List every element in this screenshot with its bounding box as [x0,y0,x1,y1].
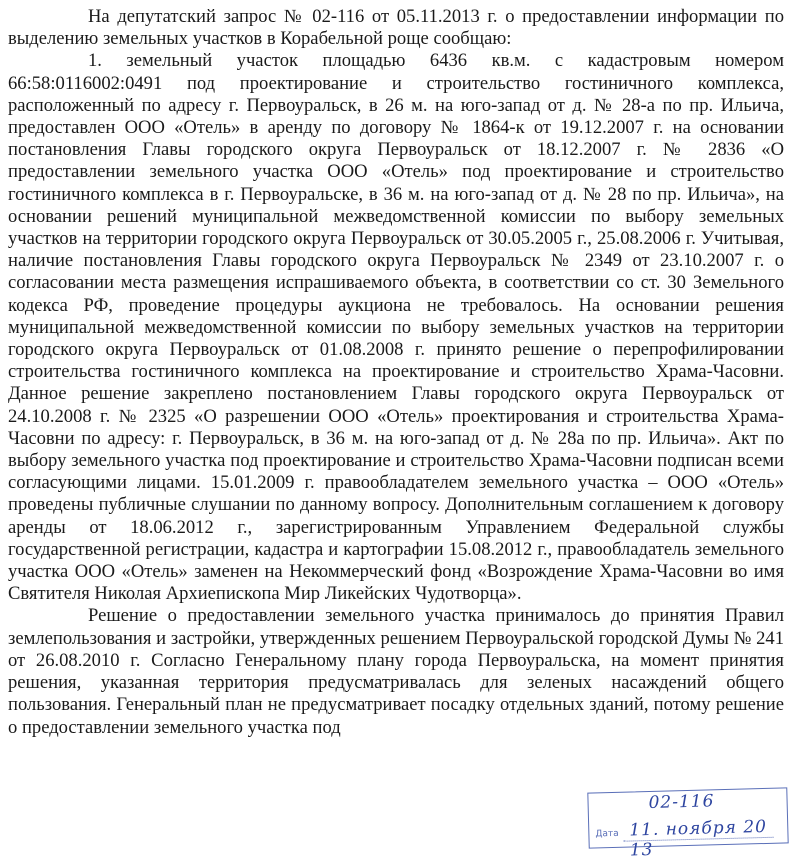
stamp-number: 02-116 [648,791,715,814]
decision-paragraph: Решение о предоставлении земельного участка принималось до принятия Правил землепользования и застройки, утвержденных решением Первоуральской городской Думы № 241 от 26.08.2010 г. Согласно Генеральному плану города Первоуральска, на момент принятия решения, указанная территория предусматривалась для зеленых насаждений общего пользования. Генеральный план не предусматривает посадку отдельных зданий, потому решение о предоставлении земельного участка под [8,605,784,738]
item-1-paragraph: 1. земельный участок площадью 6436 кв.м. с кадастровым номером 66:58:0116002:0491 под проектирование и строительство гостиничного комплекса, расположенный по адресу г. Первоуральск, в 26 м. на юго-запад от д. № 28-а по пр. Ильича, предоставлен ООО «Отель» в аренду по договору № 1864-к от 19.12.2007 г. на основании постановления Главы городского округа Первоуральск от 18.12.2007 г. № 2836 «О предоставлении земельного участка ООО «Отель» под проектирование и строительство гостиничного комплекса в г. Первоуральске, в 36 м. на юго-запад от д. № 28 по пр. Ильича», на основании решений муниципальной межведомственной комиссии по выбору земельных участков на территории городского округа Первоуральск от 30.05.2005 г., 25.08.2006 г. Учитывая, наличие постановления Главы городского округа Первоуральск № 2349 от 23.10.2007 г. о согласовании места размещения испрашиваемого объекта, в соответствии со ст. 30 Земельного кодекса РФ, проведение процедуры аукциона не требовалось. На основании решения муниципальной межведомственной комиссии по выбору земельных участков на территории городского округа Первоуральск от 01.08.2008 г. принято решение о перепрофилировании строительства гостиничного комплекса на проектирование и строительство Храма-Часовни. Данное решение закреплено постановлением Главы городского округа Первоуральск от 24.10.2008 г. № 2325 «О разрешении ООО «Отель» проектирования и строительства Храма-Часовни по адресу: г. Первоуральск, в 36 м. на юго-запад от д. № 28а по пр. Ильича». Акт по выбору земельного участка под проектирование и строительство Храма-Часовни подписан всеми согласующими лицами. 15.01.2009 г. правообладателем земельного участка – ООО «Отель» проведены публичные слушании по данному вопросу. Дополнительным соглашением к договору аренды от 18.06.2012 г., зарегистрированным Управлением Федеральной службы государственной регистрации, кадастра и картографии 15.08.2012 г., правообладатель земельного участка ООО «Отель» заменен на Некоммерческий фонд «Возрождение Храма-Часовни во имя Святителя Николая Архиепископа Мир Ликейских Чудотворца». [8,50,784,605]
stamp-date: 11. ноября 20 13 [629,816,768,861]
intro-paragraph: На депутатский запрос № 02-116 от 05.11.2013 г. о предоставлении информации по выделению земельных участков в Корабельной роще сообщаю: [8,6,784,50]
registration-stamp [587,787,788,861]
stamp-date-label: Дата [595,828,619,840]
document-body [8,6,784,739]
